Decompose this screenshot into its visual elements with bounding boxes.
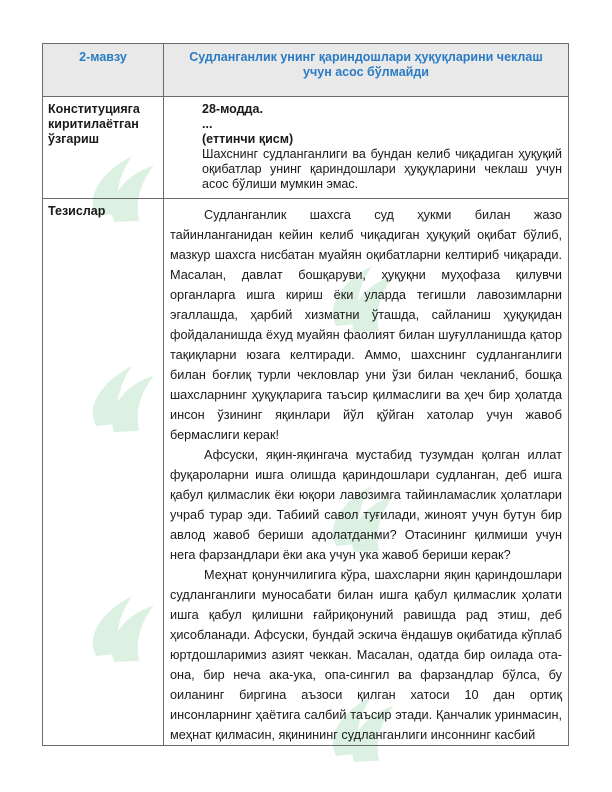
article-ellipsis: ... bbox=[202, 117, 213, 131]
thesis-paragraph: Судланганлик шахсга суд ҳукми билан жазо тайинланганидан кейин келиб чиқадиган ҳуқуқий оқибат бўлиб, мазкур шахсга нисбатан муайян оқибатларни келтириб чиқаради. Масалан, давлат бошқаруви, ҳуқуқни муҳофаза қилувчи органларга ишга кириш ёки уларда тегишли лавозимларни эгаллашда, ҳарбий хизматни ўташда, сайланиш ҳуқуқидан фойдаланишда ёхуд муайян фаолият билан шуғулланишда қатор тақиқларни юзага келтиради. Аммо, шахснинг судланганлиги билан боғлиқ турли чекловлар уни ўзи билан чекланиб, бошқа шахсларнинг ҳуқуқларига таъсир қилмаслиги ва ҳеч бир ҳолатда инсон ўзининг яқинлари йўл қўйган хатолар учун жавоб бермаслиги керак! bbox=[170, 208, 562, 442]
amendment-label-cell bbox=[43, 97, 164, 199]
amendment-row bbox=[43, 97, 569, 199]
article-number: 28-модда. bbox=[202, 102, 263, 116]
topic-cell bbox=[43, 44, 164, 97]
topic-label: 2-мавзу bbox=[79, 50, 127, 64]
theses-row bbox=[43, 199, 569, 746]
amendment-content-cell bbox=[164, 97, 569, 199]
theses-label-cell bbox=[43, 199, 164, 746]
article-part: (еттинчи қисм) bbox=[202, 132, 294, 146]
amendment-label: Конституцияга киритилаётган ўзгариш bbox=[48, 102, 140, 146]
article-text: Шахснинг судланганлиги ва бундан келиб чиқадиган ҳуқуқий оқибатлар унинг қариндошлари ҳуқуқларини чеклаш учун асос бўлиши мумкин эмас. bbox=[202, 147, 562, 191]
header-row bbox=[43, 44, 569, 97]
content-table bbox=[42, 43, 569, 746]
theses-label: Тезислар bbox=[48, 204, 106, 218]
theses-content-cell bbox=[164, 199, 569, 746]
title-cell bbox=[164, 44, 569, 97]
thesis-paragraph: Меҳнат қонунчилигига кўра, шахсларни яқин қариндошлари судланганлиги муносабати билан ишга қабул қилмаслик ҳолати ишга қабул қилишни ғайриқонуний равишда рад этиш, деб ҳисобланади. Афсуски, бундай эскича ёндашув оқибатида кўплаб юртдошларимиз азият чеккан. Масалан, одатда бир оилада ота-она, бир неча ака-ука, опа-сингил ва фарзандлар бўлса, бу оиланинг биргина аъзоси қилган хатоси 10 дан ортиқ инсонларнинг ҳаётига салбий таъсир этади. Қанчалик уринмасин, меҳнат қилмасин, яқинининг судланганлиги инсоннинг касбий bbox=[170, 568, 562, 742]
topic-title: Судланганлик унинг қариндошлари ҳуқуқларини чеклаш учун асос бўлмайди bbox=[189, 50, 543, 79]
thesis-paragraph: Афсуски, яқин-яқингача мустабид тузумдан қолган иллат фуқароларни ишга олишда қариндошлари судланган, деб ишга қабул қилмаслик ёки юқори лавозимга тайинламаслик ҳолатлари учраб турар эди. Табиий савол туғилади, жиноят учун бутун бир авлод жавоб бериши адолатданми? Отасининг қилмиши учун нега фарзандлари ёки ака учун ука жавоб бериши керак? bbox=[170, 448, 562, 562]
